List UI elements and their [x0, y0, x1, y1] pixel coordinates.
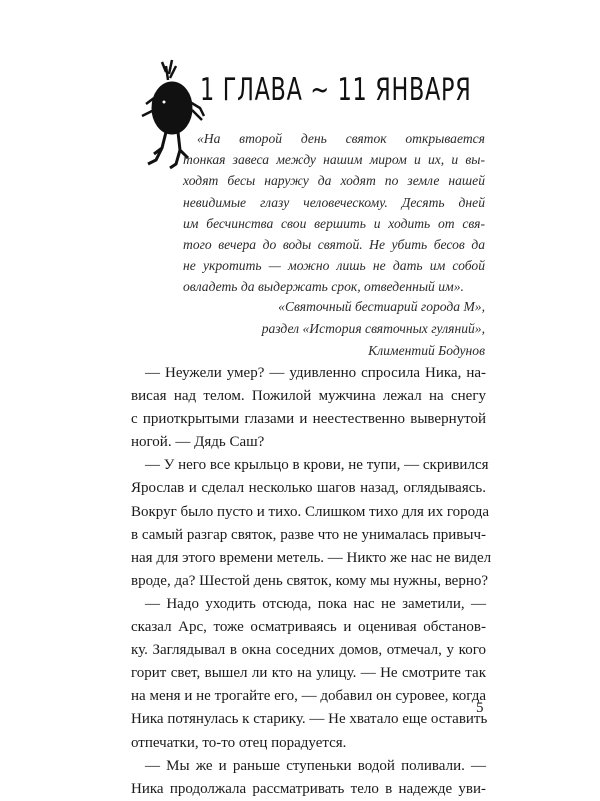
body-line: Вокруг было пусто и тихо. Слишком тихо для их города	[131, 503, 490, 520]
epigraph-line: «На второй день святок открывается	[197, 131, 485, 146]
epigraph-attribution	[262, 296, 485, 362]
body-line: ку. Заглядывал в окна соседних домов, отмечал, у кого	[131, 642, 486, 659]
body-line: ногой. — Дядь Саш?	[131, 434, 265, 451]
body-line: — Мы же и раньше ступеньки водой поливали. —	[145, 757, 486, 774]
body-line: висая над телом. Пожилой мужчина лежал на снегу	[131, 388, 486, 405]
body-line: — У него все крыльцо в крови, не тупи, — скривился	[145, 457, 489, 474]
body-line: в самый разгар святок, разве что не унималась привыч-	[131, 526, 486, 543]
body-text	[131, 362, 492, 801]
epigraph-line: ходят бесы наружу да ходят по земле нашей	[183, 173, 485, 189]
epigraph-line: не укротить — можно лишь не дать им собой	[183, 258, 485, 274]
attribution-line: Климентий Бодунов	[368, 343, 485, 358]
epigraph-line: того вечера до воды святой. Не убить бесов да	[183, 236, 485, 252]
body-line: отпечатки, то-то отец порадуется.	[131, 734, 347, 751]
body-line: горит свет, вышел ли кто на улицу. — Не смотрите так	[131, 665, 486, 682]
epigraph-line: им бесчинства свои вершить и ходить от свя-	[183, 215, 485, 231]
body-line: Ярослав и сделал несколько шагов назад, оглядываясь.	[131, 480, 486, 497]
body-line: Ника потянулась к старику. — Не хватало еще оставить	[131, 711, 488, 728]
body-line: ная для этого времени метель. — Никто же нас не видел	[131, 549, 492, 566]
epigraph-line: невидимые глазу человеческому. Десять дней	[183, 194, 485, 210]
body-line: сказал Арс, тоже осматриваясь и оценивая обстанов-	[131, 619, 486, 636]
body-line: Ника продолжала рассматривать тело в надежде уви-	[131, 780, 486, 797]
attribution-line: раздел «История святочных гуляний»,	[261, 321, 485, 336]
attribution-line: «Святочный бестиарий города М»,	[278, 299, 485, 314]
page-number: 5	[476, 700, 484, 716]
body-line: — Неужели умер? — удивленно спросила Ника, на-	[145, 365, 486, 381]
chapter-title: 1 ГЛАВА ~ 11 ЯНВАРЯ	[200, 72, 472, 108]
epigraph	[183, 128, 485, 298]
body-line: — Надо уходить отсюда, пока нас не заметили, —	[145, 595, 486, 612]
body-line: на меня и не трогайте его, — добавил он суровее, когда	[131, 688, 486, 705]
epigraph-line: тонкая завеса между нашим миром и их, и вы-	[183, 152, 485, 168]
epigraph-line: овладеть да выдержать срок, отведенный им».	[183, 279, 464, 295]
body-line: с приоткрытыми глазами и неестественно вывернутой	[131, 411, 486, 428]
body-line: вроде, да? Шестой день святок, кому мы нужны, верно?	[131, 572, 489, 589]
